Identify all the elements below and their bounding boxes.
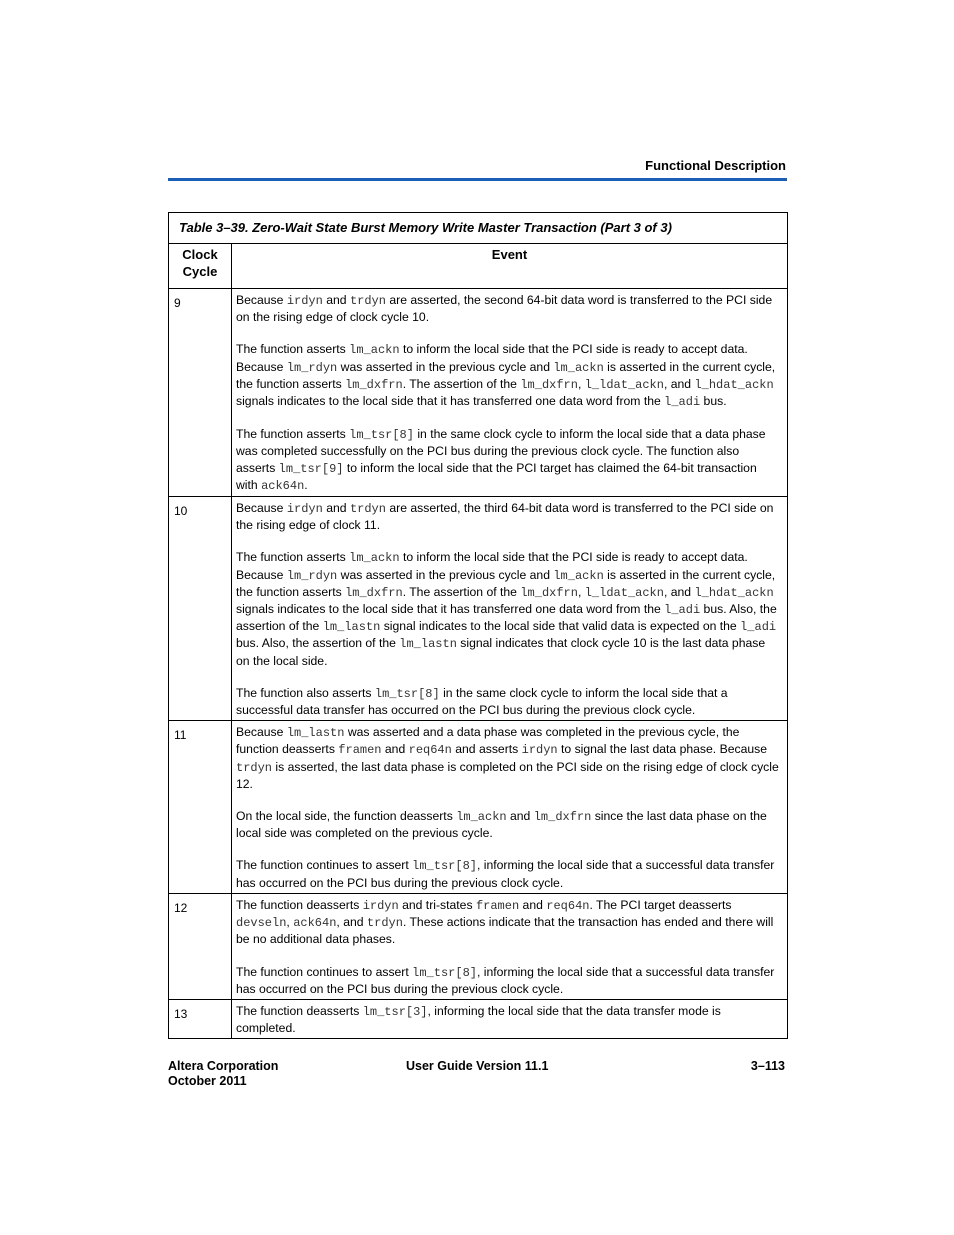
event-cell [232,999,788,1038]
signal-name: lm_ackn [349,551,400,566]
transaction-table [168,212,788,1039]
event-paragraph: The function asserts lm_ackn to inform the local side that the PCI side is ready to accept data. Because lm_rdyn was asserted in the previous cycle and lm_ackn is asserted in the current cycle, the function asserts lm_dxfrn. The assertion of the lm_dxfrn, l_ldat_ackn, and l_hdat_ackn signals indicates to the local side that it has transferred one data word from the l_adi bus. [236,342,776,410]
signal-name: framen [475,898,520,913]
clock-cycle-cell: 11 [169,721,232,894]
signal-name: lm_ackn [349,343,400,358]
signal-name: lm_lastn [399,637,457,652]
footer-company: Altera Corporation [168,1059,279,1073]
footer-date: October 2011 [168,1074,247,1088]
table-row [169,721,788,894]
table-row [169,893,788,999]
signal-name: lm_rdyn [286,568,338,583]
column-header-clock-cycle [169,244,232,289]
event-paragraph: The function asserts lm_tsr[8] in the same clock cycle to inform the local side that a data phase was completed successfully on the PCI bus during the previous clock cycle. The function also asserts lm_tsr[9] to inform the local side that the PCI target has claimed the 64-bit transaction with ack64n. [236,427,766,493]
event-paragraph: The function continues to assert lm_tsr[8], informing the local side that a successful data transfer has occurred on the PCI bus during the previous clock cycle. [236,858,775,890]
signal-name: lm_dxfrn [520,377,578,392]
signal-name: lm_rdyn [286,360,338,375]
table-caption: Table 3–39. Zero-Wait State Burst Memory Write Master Transaction (Part 3 of 3) [169,213,788,244]
signal-name: l_ldat_ackn [584,377,664,392]
signal-name: trdyn [349,502,386,517]
table-body [169,289,788,1039]
event-cell [232,893,788,999]
header-rule [168,178,787,181]
signal-name: lm_tsr[9] [278,461,344,476]
event-paragraph: The function deasserts irdyn and tri-states framen and req64n. The PCI target deasserts devseln, ack64n, and trdyn. These actions indicate that the transaction has ended and there will be no additional data phases. [236,897,774,947]
signal-name: lm_tsr[3] [362,1004,428,1019]
signal-name: irdyn [362,898,399,913]
signal-name: l_adi [740,620,777,635]
signal-name: req64n [546,898,590,913]
signal-name: trdyn [349,294,386,308]
column-header-event: Event [232,244,788,289]
clock-cycle-cell: 12 [169,893,232,999]
signal-name: framen [338,743,382,758]
signal-name: lm_dxfrn [345,377,403,392]
signal-name: ack64n [293,916,337,931]
event-cell [232,497,788,721]
signal-name: irdyn [286,502,323,517]
table-row [169,999,788,1038]
signal-name: lm_lastn [322,620,381,635]
clock-cycle-cell: 10 [169,497,232,721]
event-paragraph: Because lm_lastn was asserted and a data phase was completed in the previous cycle, the function deasserts framen and req64n and asserts irdyn to signal the last data phase. Because trdyn is asserted, the last data phase is completed on the PCI side on the rising edge of clock cycle 12. [236,725,779,791]
column-header-clock-line2: Cycle [182,264,218,279]
signal-name: lm_ackn [456,810,507,825]
footer-version: User Guide Version 11.1 [406,1059,549,1073]
signal-name: ack64n [261,478,305,493]
event-paragraph: The function asserts lm_ackn to inform the local side that the PCI side is ready to accept data. Because lm_rdyn was asserted in the previous cycle and lm_ackn is asserted in the current cycle, the function asserts lm_dxfrn. The assertion of the lm_dxfrn, l_ldat_ackn, and l_hdat_ackn signals indicates to the local side that it has transferred one data word from the l_adi bus. Also, the assertion of the lm_lastn signal indicates to the local side that valid data is expected on the l_adi bus. Also, the assertion of the lm_lastn signal indicates that clock cycle 10 is the last data phase on the local side. [236,550,777,668]
signal-name: devseln [236,916,287,931]
event-paragraph: The function also asserts lm_tsr[8] in the same clock cycle to inform the local side that a successful data transfer has occurred on the PCI bus during the previous clock cycle. [236,685,728,718]
signal-name: lm_dxfrn [520,585,578,600]
table-row [169,497,788,721]
event-paragraph: Because irdyn and trdyn are asserted, the third 64-bit data word is transferred to the PCI side on the rising edge of clock 11. [236,501,774,533]
signal-name: lm_tsr[8] [412,859,477,874]
event-paragraph: On the local side, the function deasserts lm_ackn and lm_dxfrn since the last data phase on the local side was completed on the previous cycle. [236,809,767,841]
footer-page-number: 3–113 [750,1059,785,1073]
signal-name: trdyn [366,916,403,931]
signal-name: irdyn [521,743,558,758]
signal-name: irdyn [286,294,323,308]
footer-left [168,1059,278,1089]
signal-name: lm_tsr[8] [349,428,414,443]
signal-name: lm_dxfrn [533,810,592,825]
signal-name: l_ldat_ackn [584,585,664,600]
signal-name: lm_tsr[8] [374,686,440,701]
event-cell [232,721,788,894]
signal-name: l_hdat_ackn [694,377,774,392]
section-title: Functional Description [645,158,786,173]
clock-cycle-cell: 9 [169,289,232,497]
signal-name: l_adi [664,603,701,618]
signal-name: lm_ackn [553,360,604,375]
signal-name: l_adi [664,395,701,410]
signal-name: req64n [408,743,452,758]
signal-name: lm_ackn [553,568,604,583]
signal-name: l_hdat_ackn [694,585,774,600]
signal-name: trdyn [236,760,273,775]
signal-name: lm_dxfrn [345,585,403,600]
signal-name: lm_tsr[8] [412,965,477,980]
event-cell [232,289,788,497]
event-paragraph: The function deasserts lm_tsr[3], informing the local side that the data transfer mode is completed. [236,1003,721,1036]
event-paragraph: The function continues to assert lm_tsr[8], informing the local side that a successful data transfer has occurred on the PCI bus during the previous clock cycle. [236,964,775,996]
column-header-clock-line1: Clock [182,247,218,262]
signal-name: lm_lastn [286,726,345,741]
event-paragraph: Because irdyn and trdyn are asserted, the second 64-bit data word is transferred to the PCI side on the rising edge of clock cycle 10. [236,293,773,325]
clock-cycle-cell: 13 [169,999,232,1038]
table-row [169,289,788,497]
